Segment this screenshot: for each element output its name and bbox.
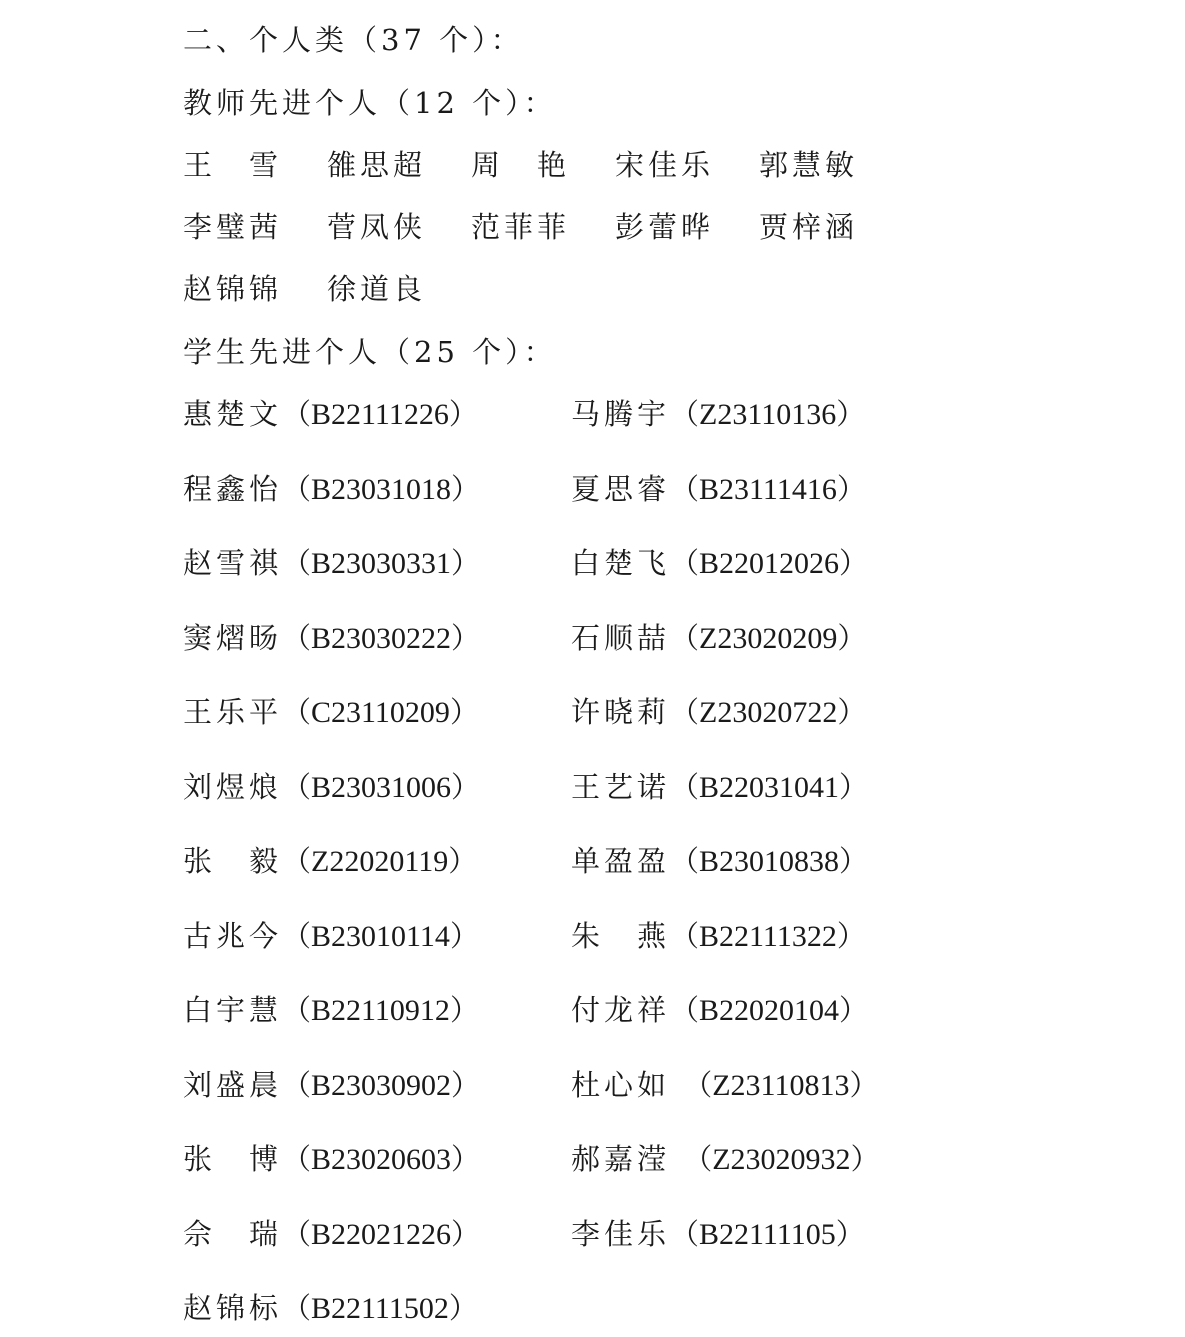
close-paren: ） xyxy=(449,695,479,729)
teacher-name: 郭慧敏 xyxy=(759,148,859,182)
open-paren: （ xyxy=(282,472,312,506)
student-entry xyxy=(183,469,480,510)
student-entry xyxy=(183,1139,480,1180)
student-id: B22021226 xyxy=(311,1218,452,1251)
student-entry xyxy=(571,692,866,733)
teacher-row xyxy=(183,209,1083,245)
student-name: 程鑫怡 xyxy=(183,472,283,506)
close-paren: ） xyxy=(451,1217,481,1251)
student-name: 朱 燕 xyxy=(571,919,671,953)
student-name: 佘 瑞 xyxy=(183,1217,283,1251)
close-paren: ） xyxy=(448,397,478,431)
open-paren: （ xyxy=(282,919,312,953)
student-entry xyxy=(183,916,479,957)
close-paren: ） xyxy=(448,844,478,878)
teacher-name: 彭蕾晔 xyxy=(615,210,715,244)
student-id: B22111502 xyxy=(311,1292,449,1325)
student-id: B23031018 xyxy=(311,473,452,506)
student-row xyxy=(183,543,1083,583)
student-name: 张 毅 xyxy=(183,844,283,878)
teacher-name: 王 雪 xyxy=(183,148,283,182)
close-paren: ） xyxy=(836,919,866,953)
student-entry xyxy=(183,990,479,1031)
open-paren: （ xyxy=(282,546,312,580)
open-paren: （ xyxy=(670,993,700,1027)
close-paren: ） xyxy=(451,621,481,655)
student-entry xyxy=(183,543,480,584)
student-id: Z22020119 xyxy=(311,845,449,878)
close-paren: ） xyxy=(451,1068,481,1102)
student-id: Z23110136 xyxy=(699,398,837,431)
student-entry xyxy=(571,618,866,659)
student-entry xyxy=(571,1214,865,1255)
student-name: 王乐平 xyxy=(183,695,283,729)
student-row xyxy=(183,469,1083,509)
open-paren: （ xyxy=(670,695,700,729)
student-row xyxy=(183,692,1083,732)
student-id: B23020603 xyxy=(311,1143,452,1176)
student-id: B23030902 xyxy=(311,1069,452,1102)
close-paren: ） xyxy=(449,919,479,953)
student-name: 赵锦标 xyxy=(183,1291,283,1325)
student-name: 白宇慧 xyxy=(183,993,283,1027)
student-id: Z23110813 xyxy=(712,1069,850,1102)
student-row xyxy=(183,394,1083,434)
close-paren: ） xyxy=(849,1068,879,1102)
student-entry xyxy=(571,1065,878,1106)
student-row xyxy=(183,990,1083,1030)
close-paren: ） xyxy=(839,770,869,804)
student-entry xyxy=(571,394,865,435)
student-row xyxy=(183,618,1083,658)
student-id: B22111322 xyxy=(699,920,837,953)
student-id: B22012026 xyxy=(699,547,840,580)
student-id: B22111226 xyxy=(311,398,449,431)
close-paren: ） xyxy=(451,1142,481,1176)
student-id: B23030222 xyxy=(311,622,452,655)
close-paren: ） xyxy=(451,472,481,506)
student-name: 许晓莉 xyxy=(571,695,671,729)
open-paren: （ xyxy=(282,397,312,431)
student-entry xyxy=(571,469,866,510)
student-entry xyxy=(183,692,479,733)
student-name: 刘煜烺 xyxy=(183,770,283,804)
close-paren: ） xyxy=(850,1142,880,1176)
student-row xyxy=(183,1214,1083,1254)
student-id: B23031006 xyxy=(311,771,452,804)
open-paren: （ xyxy=(683,1068,713,1102)
student-name: 古兆今 xyxy=(183,919,283,953)
open-paren: （ xyxy=(670,844,700,878)
student-name: 赵雪祺 xyxy=(183,546,283,580)
teacher-name: 李璧茜 xyxy=(183,210,283,244)
student-id: B23111416 xyxy=(699,473,837,506)
student-entry xyxy=(183,1214,480,1255)
student-entry xyxy=(571,767,868,808)
teacher-name: 徐道良 xyxy=(327,272,427,306)
open-paren: （ xyxy=(282,621,312,655)
student-row xyxy=(183,1065,1083,1105)
open-paren: （ xyxy=(282,1291,312,1325)
close-paren: ） xyxy=(836,397,866,431)
student-id: B22031041 xyxy=(699,771,840,804)
open-paren: （ xyxy=(282,1217,312,1251)
student-id: B22111105 xyxy=(699,1218,836,1251)
open-paren: （ xyxy=(282,993,312,1027)
student-row xyxy=(183,1139,1083,1179)
open-paren: （ xyxy=(282,1142,312,1176)
open-paren: （ xyxy=(670,472,700,506)
student-name: 窦熠旸 xyxy=(183,621,283,655)
student-name: 夏思睿 xyxy=(571,472,671,506)
student-name: 李佳乐 xyxy=(571,1217,671,1251)
student-name: 单盈盈 xyxy=(571,844,671,878)
student-entry xyxy=(183,1288,478,1329)
student-id: B23010838 xyxy=(699,845,840,878)
student-name: 张 博 xyxy=(183,1142,283,1176)
student-id: B23030331 xyxy=(311,547,452,580)
close-paren: ） xyxy=(839,844,869,878)
close-paren: ） xyxy=(837,621,867,655)
open-paren: （ xyxy=(670,1217,700,1251)
student-entry xyxy=(183,618,480,659)
student-entry xyxy=(183,841,477,882)
close-paren: ） xyxy=(837,695,867,729)
student-name: 郝嘉滢 xyxy=(571,1142,684,1176)
student-name: 石顺喆 xyxy=(571,621,671,655)
close-paren: ） xyxy=(451,770,481,804)
close-paren: ） xyxy=(448,1291,478,1325)
open-paren: （ xyxy=(282,770,312,804)
student-entry xyxy=(571,543,868,584)
student-row xyxy=(183,841,1083,881)
teacher-name: 周 艳 xyxy=(471,148,571,182)
close-paren: ） xyxy=(839,546,869,580)
close-paren: ） xyxy=(451,546,481,580)
student-name: 马腾宇 xyxy=(571,397,671,431)
student-heading: 学生先进个人（25 个）： xyxy=(183,335,557,369)
student-id: C23110209 xyxy=(311,696,450,729)
student-id: Z23020209 xyxy=(699,622,838,655)
student-name: 白楚飞 xyxy=(571,546,671,580)
student-name: 惠楚文 xyxy=(183,397,283,431)
teacher-name: 菅凤侠 xyxy=(327,210,427,244)
open-paren: （ xyxy=(683,1142,713,1176)
open-paren: （ xyxy=(282,844,312,878)
teacher-name: 宋佳乐 xyxy=(615,148,715,182)
student-entry xyxy=(571,841,868,882)
student-entry xyxy=(571,990,868,1031)
student-entry xyxy=(183,1065,480,1106)
teacher-name: 赵锦锦 xyxy=(183,272,283,306)
student-id: Z23020932 xyxy=(712,1143,851,1176)
student-id: B22110912 xyxy=(311,994,450,1027)
open-paren: （ xyxy=(282,1068,312,1102)
teacher-heading: 教师先进个人（12 个）： xyxy=(183,86,557,120)
open-paren: （ xyxy=(670,621,700,655)
student-entry xyxy=(571,1139,880,1180)
close-paren: ） xyxy=(836,472,866,506)
open-paren: （ xyxy=(670,919,700,953)
student-row xyxy=(183,767,1083,807)
close-paren: ） xyxy=(839,993,869,1027)
section-title: 二、个人类（37 个）： xyxy=(183,23,524,57)
teacher-name: 雒思超 xyxy=(327,148,427,182)
open-paren: （ xyxy=(670,397,700,431)
teacher-name: 范菲菲 xyxy=(471,210,571,244)
student-name: 杜心如 xyxy=(571,1068,684,1102)
teacher-row xyxy=(183,271,1083,307)
student-id: B23010114 xyxy=(311,920,450,953)
student-name: 刘盛晨 xyxy=(183,1068,283,1102)
open-paren: （ xyxy=(282,695,312,729)
student-entry xyxy=(571,916,866,957)
open-paren: （ xyxy=(670,770,700,804)
student-name: 付龙祥 xyxy=(571,993,671,1027)
close-paren: ） xyxy=(835,1217,865,1251)
student-id: Z23020722 xyxy=(699,696,838,729)
open-paren: （ xyxy=(670,546,700,580)
student-name: 王艺诺 xyxy=(571,770,671,804)
student-row xyxy=(183,916,1083,956)
student-id: B22020104 xyxy=(699,994,840,1027)
student-row xyxy=(183,1288,1083,1328)
teacher-name: 贾梓涵 xyxy=(759,210,859,244)
teacher-row xyxy=(183,147,1083,183)
student-entry xyxy=(183,767,480,808)
student-entry xyxy=(183,394,478,435)
close-paren: ） xyxy=(449,993,479,1027)
